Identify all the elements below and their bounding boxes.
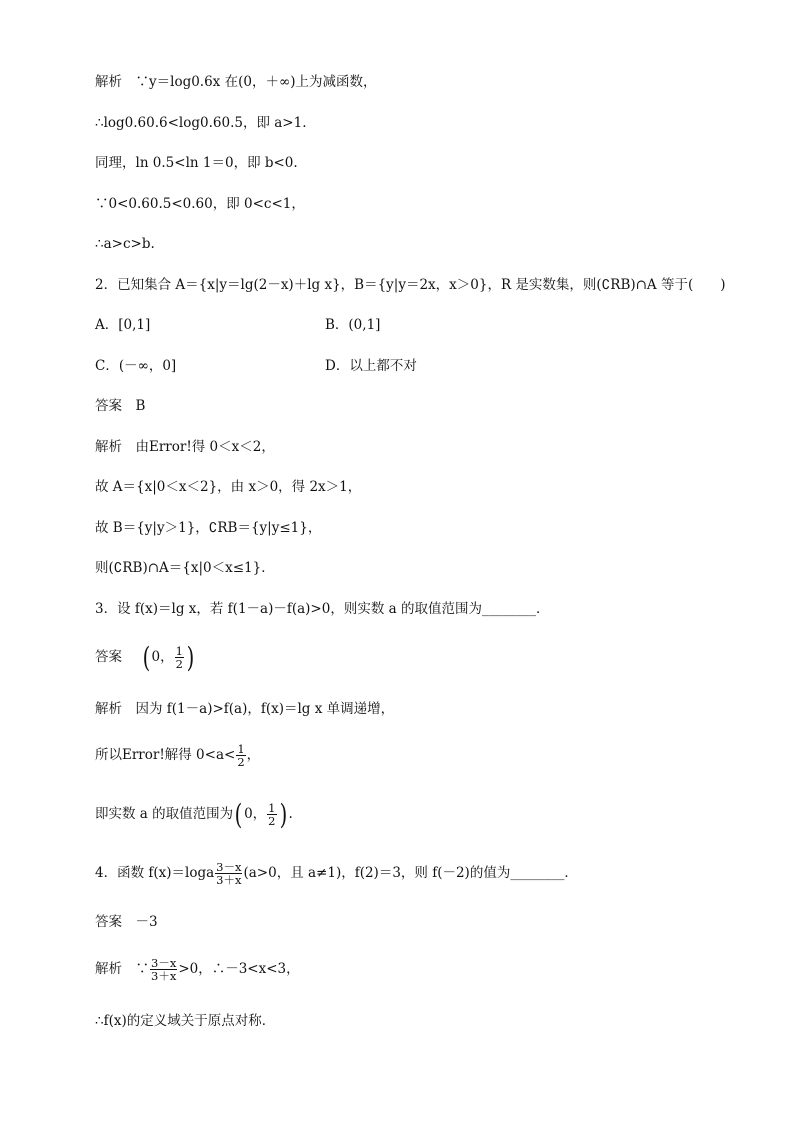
solution-line-4: ∵0<0.60.5<0.60，即 0<c<1， <box>95 196 305 212</box>
solution-line-1: 解析 ∵y＝log0.6x 在(0，＋∞)上为减函数， <box>95 74 377 90</box>
question-2-answer: 答案 B <box>95 398 146 414</box>
option-a: A．[0,1] <box>95 317 151 333</box>
left-paren: ( <box>234 797 243 831</box>
fraction: $\frac{1}{2}$ <box>268 801 276 828</box>
right-paren: ) <box>279 797 287 831</box>
question-3-answer <box>95 640 734 674</box>
question-4-solution-1: 解析 ∵ $\frac{3-x}{3+x}$ >0，∴－3<x<3， <box>95 956 300 983</box>
question-3-solution-1: 解析 因为 f(1－a)>f(a)，f(x)＝lg x 单调递增， <box>95 701 395 717</box>
question-3-solution-2: 所以Error!解得 0<a< $\frac{1}{2}$ ， <box>95 742 261 769</box>
question-2-options-row-2 <box>95 356 734 376</box>
question-2-options-row-1 <box>95 315 734 335</box>
question-3: 3．设 f(x)＝lg x，若 f(1－a)－f(a)>0，则实数 a 的取值范围为________． <box>95 601 550 617</box>
fraction: $\frac{1}{2}$ <box>175 644 183 671</box>
fraction: $\frac{3-x}{3+x}$ <box>216 860 242 887</box>
solution-line-2: ∴log0.60.6<log0.60.5，即 a>1. <box>95 115 307 131</box>
option-b: B．(0,1] <box>325 317 381 333</box>
question-3-solution-3: 即实数 a 的取值范围为( 0， $\frac{1}{2}$ ) . <box>95 797 293 831</box>
question-4-solution-2: ∴f(x)的定义域关于原点对称． <box>95 1013 276 1029</box>
question-2-solution-4: 则(∁RB)∩A＝{x|0＜x≤1}． <box>95 560 275 576</box>
solution-line-5: ∴a>c>b. <box>95 236 155 252</box>
fraction: $\frac{1}{2}$ <box>237 742 245 769</box>
solution-line-3: 同理，ln 0.5<ln 1＝0，即 b<0. <box>95 155 298 171</box>
option-c: C．(－∞，0] <box>95 358 177 374</box>
option-d: D．以上都不对 <box>325 358 417 374</box>
question-2-solution-2: 故 A＝{x|0＜x＜2}，由 x＞0，得 2x＞1， <box>95 479 362 495</box>
question-2: 2．已知集合 A＝{x|y＝lg(2－x)＋lg x}，B＝{y|y＝2x，x＞0}，R 是实数集，则(∁RB)∩A 等于( ) <box>95 277 726 293</box>
interval-left: 0， <box>151 649 174 665</box>
right-paren: ) <box>186 640 195 674</box>
answer-label: 答案 <box>95 649 122 665</box>
question-2-solution-1: 解析 由Error!得 0＜x＜2， <box>95 439 275 455</box>
left-paren: ( <box>142 640 150 674</box>
question-4-answer: 答案 －3 <box>95 914 158 930</box>
question-4: 4．函数 f(x)＝loga $\frac{3-x}{3+x}$ (a>0，且 a≠1)，f(2)＝3，则 f(－2)的值为________． <box>95 860 578 887</box>
fraction: $\frac{3-x}{3+x}$ <box>151 956 177 983</box>
question-2-solution-3: 故 B＝{y|y＞1}，∁RB＝{y|y≤1}， <box>95 520 322 536</box>
